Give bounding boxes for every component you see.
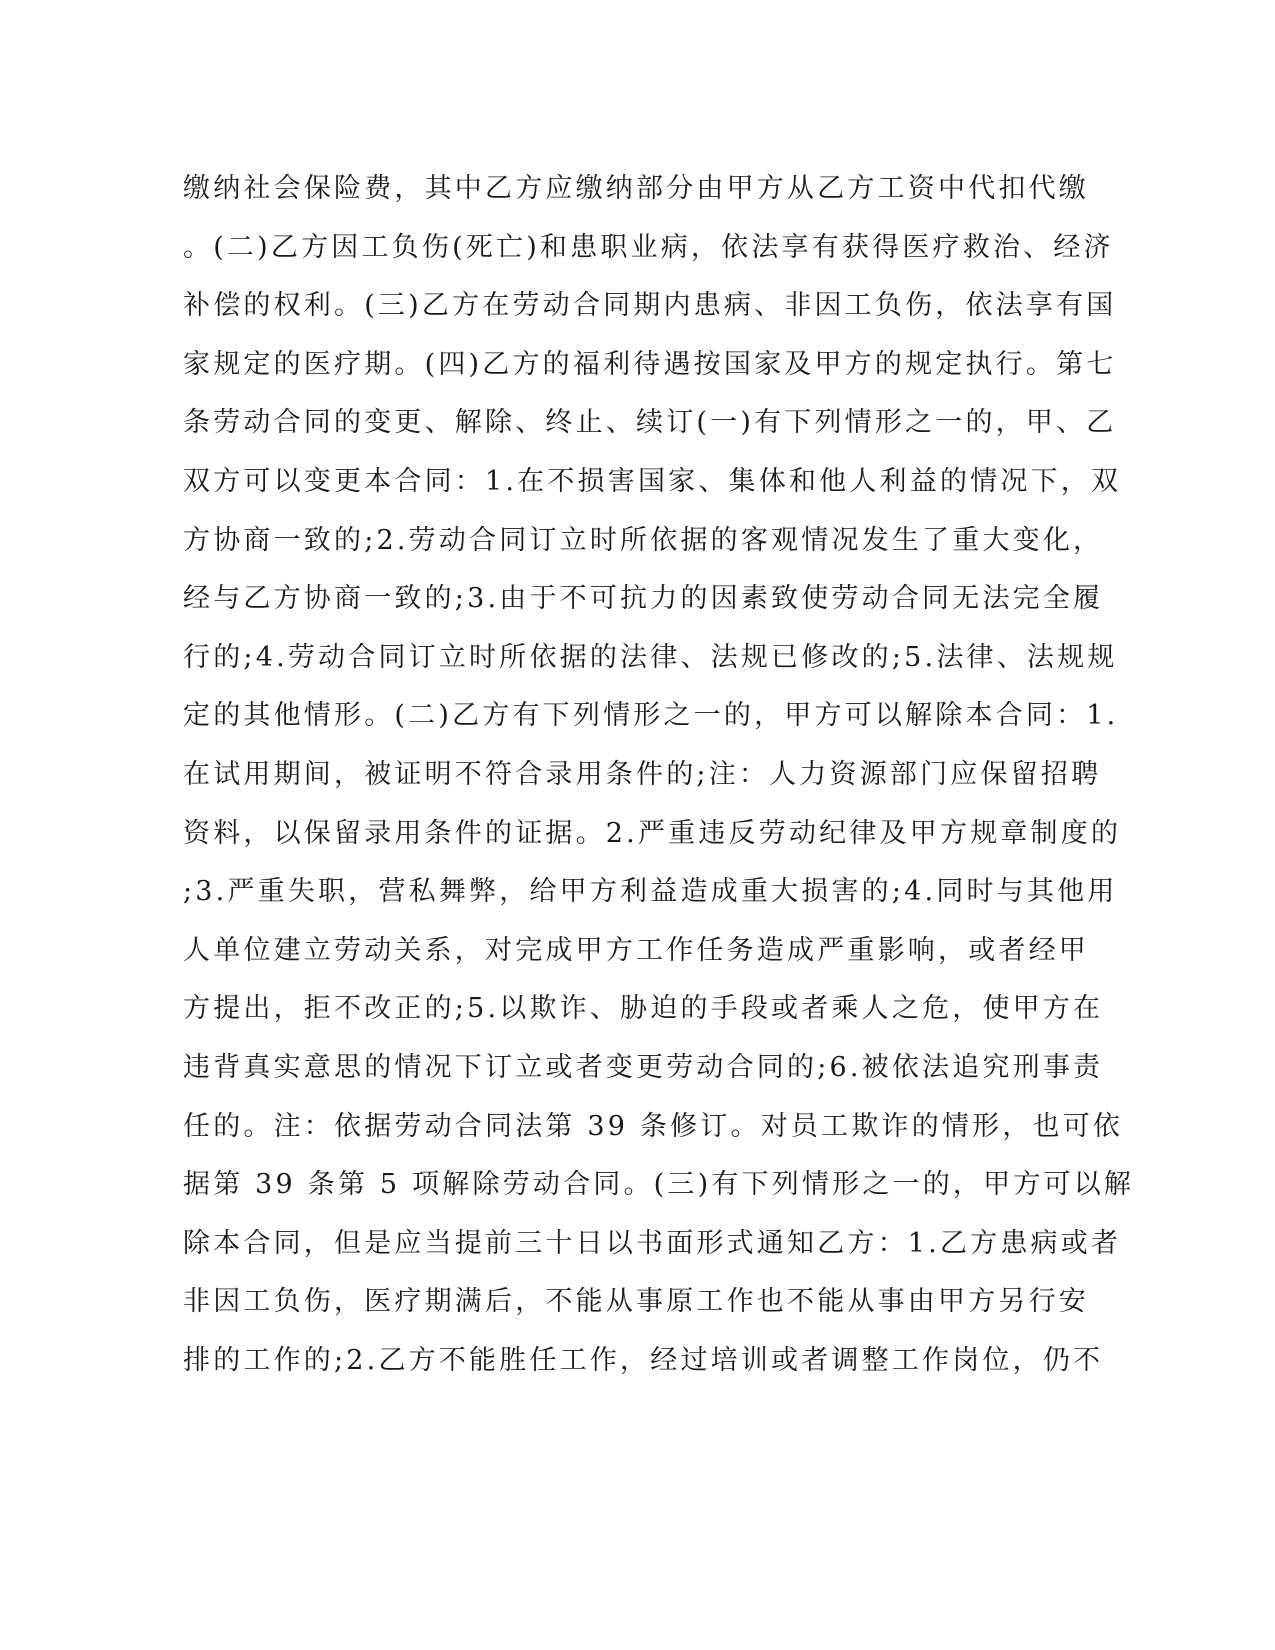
text-line: 家规定的医疗期。(四)乙方的福利待遇按国家及甲方的规定执行。第七 (183, 348, 1117, 380)
text-line: 据第 39 条第 5 项解除劳动合同。(三)有下列情形之一的，甲方可以解 (183, 1169, 1135, 1201)
text-line: 除本合同，但是应当提前三十日以书面形式通知乙方：1.乙方患病或者 (183, 1227, 1122, 1259)
text-line: 经与乙方协商一致的;3.由于不可抗力的因素致使劳动合同无法完全履 (183, 583, 1104, 615)
text-line: 人单位建立劳动关系，对完成甲方工作任务造成严重影响，或者经甲 (183, 934, 1089, 966)
text-line: 方协商一致的;2.劳动合同订立时所依据的客观情况发生了重大变化， (183, 524, 1104, 556)
text-line: 排的工作的;2.乙方不能胜任工作，经过培训或者调整工作岗位，仍不 (183, 1344, 1104, 1376)
text-line: 定的其他情形。(二)乙方有下列情形之一的，甲方可以解除本合同：1. (183, 700, 1119, 732)
text-line: 行的;4.劳动合同订立时所依据的法律、法规已修改的;5.法律、法规规 (183, 641, 1118, 673)
text-line: 。(二)乙方因工负伤(死亡)和患职业病，依法享有获得医疗救治、经济 (183, 231, 1114, 263)
text-line: 双方可以变更本合同：1.在不损害国家、集体和他人利益的情况下，双 (183, 465, 1122, 497)
text-line: 资料，以保留录用条件的证据。2.严重违反劳动纪律及甲方规章制度的 (183, 817, 1122, 849)
text-line: 非因工负伤，医疗期满后，不能从事原工作也不能从事由甲方另行安 (183, 1286, 1089, 1318)
text-line: ;3.严重失职，营私舞弊，给甲方利益造成重大损害的;4.同时与其他用 (183, 876, 1118, 908)
text-line: 条劳动合同的变更、解除、终止、续订(一)有下列情形之一的，甲、乙 (183, 407, 1117, 439)
text-line: 在试用期间，被证明不符合录用条件的;注：人力资源部门应保留招聘 (183, 758, 1102, 790)
contract-body-text (183, 160, 1135, 1390)
text-line: 补偿的权利。(三)乙方在劳动合同期内患病、非因工负伤，依法享有国 (183, 290, 1117, 322)
text-line: 任的。注：依据劳动合同法第 39 条修订。对员工欺诈的情形，也可依 (183, 1110, 1124, 1142)
text-line: 违背真实意思的情况下订立或者变更劳动合同的;6.被依法追究刑事责 (183, 1051, 1104, 1083)
text-line: 方提出，拒不改正的;5.以欺诈、胁迫的手段或者乘人之危，使甲方在 (183, 993, 1104, 1025)
text-line: 缴纳社会保险费，其中乙方应缴纳部分由甲方从乙方工资中代扣代缴 (183, 173, 1089, 204)
